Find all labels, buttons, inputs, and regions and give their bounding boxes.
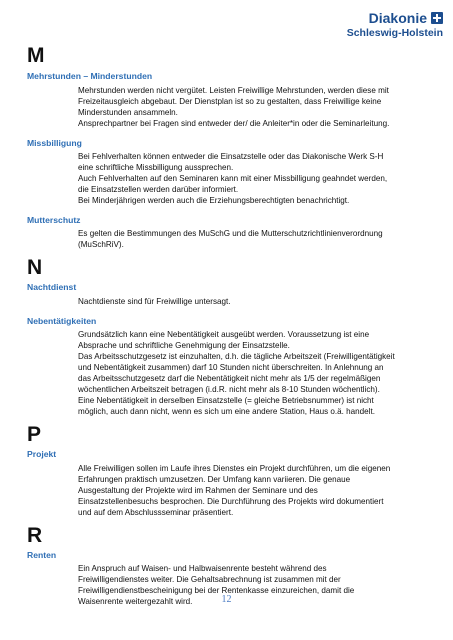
section-m — [27, 44, 427, 250]
section-n — [27, 256, 427, 417]
section-letter-r: R — [27, 524, 43, 547]
entry-text-projekt: Alle Freiwilligen sollen im Laufe ihres Dienstes ein Projekt durchführen, um die eigenen Erfahrungen praktisch umzusetzen. Der Umfang kann variieren. Die genaue Ausgestaltung der Projekte wird im Rahmen der Seminare und des Einsatzstellenbesuchs besprochen. Die Durchführung des Projekts wird dokumentiert und auf dem Abschlussseminar präsentiert. — [78, 464, 391, 517]
section-letter-p: P — [27, 423, 42, 446]
entry-title-missbilligung: Missbilligung — [27, 138, 82, 148]
entry-title-projekt: Projekt — [27, 449, 57, 459]
entry-title-mutterschutz: Mutterschutz — [27, 215, 81, 225]
section-letter-n: N — [27, 256, 43, 279]
entry-title-mehrstunden: Mehrstunden – Minderstunden — [27, 71, 153, 81]
section-letter-m: M — [27, 44, 45, 67]
page-number: 12 — [221, 594, 232, 605]
entry-title-renten: Renten — [27, 550, 57, 560]
glossary-content — [27, 44, 427, 607]
diakonie-cross-icon — [431, 12, 443, 24]
section-p — [27, 423, 427, 518]
logo-brand-region: Schleswig-Holstein — [346, 27, 443, 39]
entry-text-nebentaetigkeiten: Grundsätzlich kann eine Nebentätigkeit ausgeübt werden. Voraussetzung ist eine Absprache und schriftliche Genehmigung der Einsatzstelle. Das Arbeitsschutzgesetz ist einzuhalten, d.h. die tägliche Arbeitszeit (Freiwilligentätigkeit und Nebentätigkeit zusammen) darf 10 Stunden nicht überschreiten. In Anlehnung an das Arbeitsschutzgesetz darf die Nebentätigkeit nicht mehr als 1/5 der regelmäßigen wöchentlichen Arbeitszeit betragen (i.d.R. nicht mehr als 8-10 Stunden wöchentlich). Eine Nebentätigkeit in derselben Einsatzstelle (= gleiche Betriebsnummer) ist nicht möglich, auch dann nicht, wenn es sich um eine andere Station, Haus o.ä. handelt. — [78, 330, 395, 416]
logo-brand-name: Diakonie — [368, 10, 427, 26]
entry-text-nachtdienst: Nachtdienste sind für Freiwillige untersagt. — [78, 297, 231, 306]
entry-title-nebentaetigkeiten: Nebentätigkeiten — [27, 316, 97, 326]
entry-text-mehrstunden: Mehrstunden werden nicht vergütet. Leisten Freiwillige Mehrstunden, werden diese mit Freizeitausgleich abgebaut. Der Dienstplan ist so zu gestalten, dass Freiwillige keine Minderstunden ansammeln. Ansprechpartner bei Fragen sind entweder der/ die Anleiter*in oder die Seminarleitung. — [78, 86, 390, 128]
entry-title-nachtdienst: Nachtdienst — [27, 282, 77, 292]
entry-text-renten: Ein Anspruch auf Waisen- und Halbwaisenrente besteht während des Freiwilligendienstes weiter. Die Gehaltsabrechnung ist zusammen mit der Freiwilligendienstbescheinigung bei der Rentenkasse einzureichen, damit die Waisenrente weitergezahlt wird. — [78, 564, 355, 606]
entry-text-mutterschutz: Es gelten die Bestimmungen des MuSchG und die Mutterschutzrichtlinienverordnung (MuSchRiV). — [78, 229, 383, 249]
entry-text-missbilligung: Bei Fehlverhalten können entweder die Einsatzstelle oder das Diakonische Werk S-H eine schriftliche Missbilligung aussprechen. Auch Fehlverhalten auf den Seminaren kann mit einer Missbilligung geahndet werden, die Einsatzstellen werden darüber informiert. Bei Minderjährigen werden auch die Erziehungsberechtigten benachrichtigt. — [78, 152, 388, 205]
diakonie-logo — [318, 10, 443, 40]
